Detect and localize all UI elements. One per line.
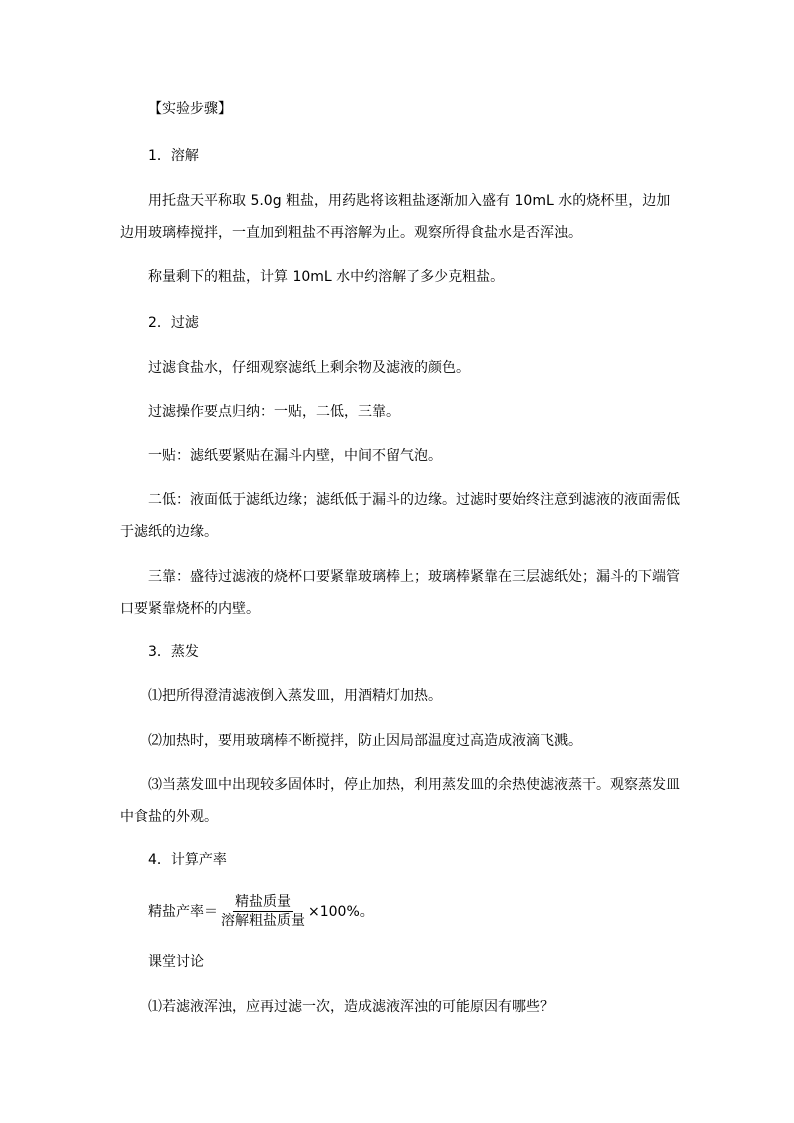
- step-2-paragraph-2: 过滤操作要点归纳：一贴，二低，三靠。: [148, 404, 400, 420]
- step-3-paragraph-2: ⑵加热时，要用玻璃棒不断搅拌，防止因局部温度过高造成液滴飞溅。: [148, 733, 582, 749]
- step-2-paragraph-3: 一贴：滤纸要紧贴在漏斗内壁，中间不留气泡。: [148, 448, 442, 464]
- step-1-heading: 1．溶解: [148, 148, 199, 164]
- formula-denominator: 溶解粗盐质量: [221, 912, 305, 929]
- formula-numerator: 精盐质量: [235, 893, 291, 910]
- step-4-heading: 4．计算产率: [148, 852, 227, 868]
- step-1-paragraph-1: 用托盘天平称取 5.0g 粗盐，用药匙将该粗盐逐渐加入盛有 10mL 水的烧杯里，边加边用玻璃棒搅拌，一直加到粗盐不再溶解为止。观察所得食盐水是否浑浊。: [120, 193, 671, 241]
- discussion-heading: 课堂讨论: [148, 954, 204, 970]
- section-title: 【实验步骤】: [148, 101, 232, 117]
- step-3-heading: 3．蒸发: [148, 644, 199, 660]
- step-3-paragraph-1: ⑴把所得澄清滤液倒入蒸发皿，用酒精灯加热。: [148, 688, 442, 704]
- step-2-paragraph-1: 过滤食盐水，仔细观察滤纸上剩余物及滤液的颜色。: [148, 360, 470, 376]
- yield-formula: [148, 893, 374, 929]
- discussion-question-1: ⑴若滤液浑浊，应再过滤一次，造成滤液浑浊的可能原因有哪些？: [148, 999, 554, 1015]
- step-2-paragraph-4: 二低：液面低于滤纸边缘；滤纸低于漏斗的边缘。过滤时要始终注意到滤液的液面需低于滤纸的边缘。: [120, 492, 680, 540]
- step-2-heading: 2．过滤: [148, 315, 199, 331]
- formula-lhs: 精盐产率＝: [148, 904, 218, 920]
- formula-fraction: [219, 894, 307, 929]
- step-3-paragraph-3: ⑶当蒸发皿中出现较多固体时，停止加热，利用蒸发皿的余热使滤液蒸干。观察蒸发皿中食盐的外观。: [120, 777, 680, 825]
- step-1-paragraph-2: 称量剩下的粗盐，计算 10mL 水中约溶解了多少克粗盐。: [148, 269, 505, 285]
- step-2-paragraph-5: 三靠：盛待过滤液的烧杯口要紧靠玻璃棒上；玻璃棒紧靠在三层滤纸处；漏斗的下端管口要紧靠烧杯的内壁。: [120, 569, 680, 617]
- formula-rhs: ×100%。: [308, 904, 374, 920]
